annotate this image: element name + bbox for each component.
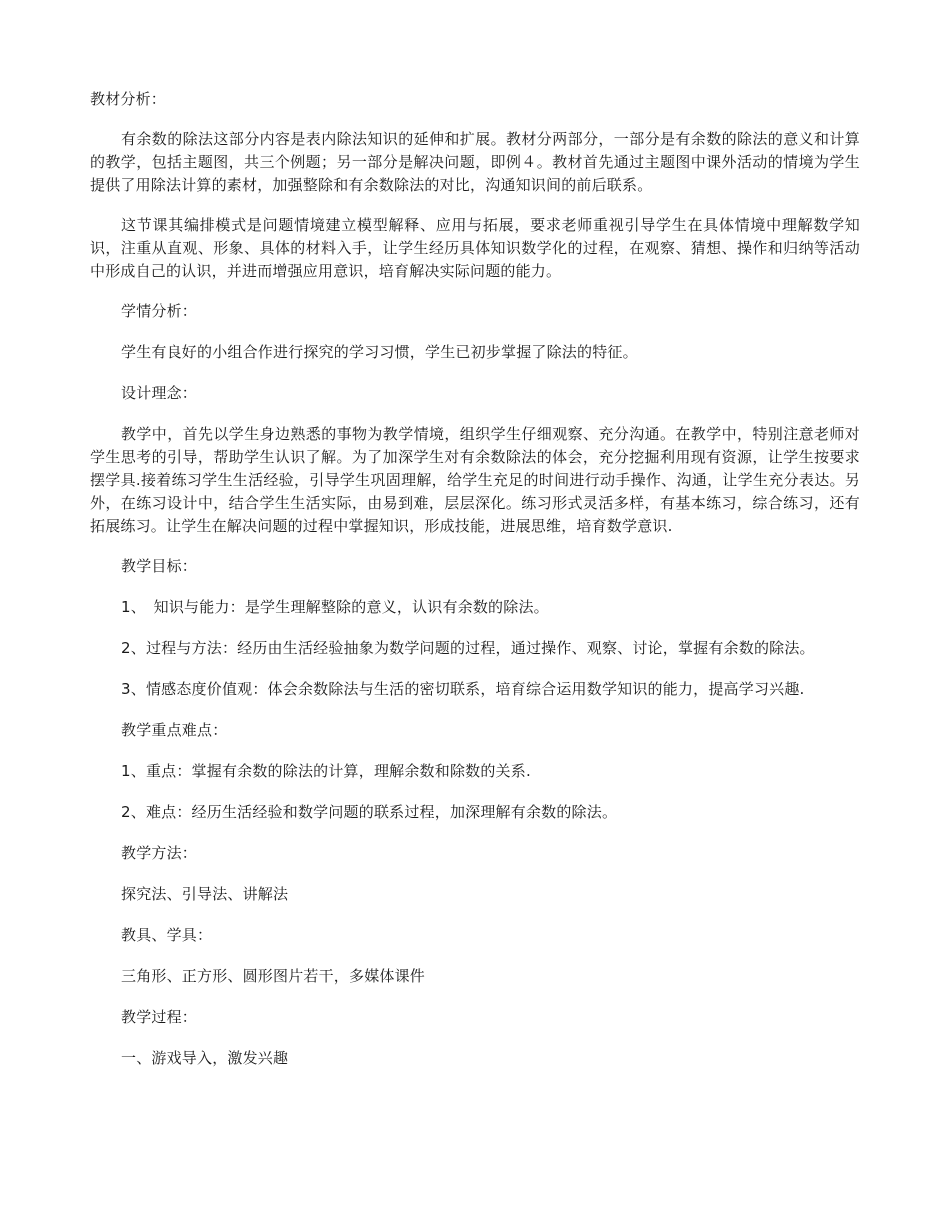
- teaching-aids-list: 三角形、正方形、圆形图片若干，多媒体课件: [121, 967, 426, 985]
- key-point-item-2: 2、难点：经历生活经验和数学问题的联系过程，加深理解有余数的除法。: [121, 803, 618, 821]
- process-step-1: 一、游戏导入，激发兴趣: [121, 1049, 289, 1067]
- goal-item-3: 3、情感态度价值观：体会余数除法与生活的密切联系，培育综合运用数学知识的能力，提高学习兴趣.: [121, 680, 805, 698]
- section-heading-teaching-goals: 教学目标：: [121, 557, 198, 575]
- goal-item-1: 1、 知识与能力：是学生理解整除的意义，认识有余数的除法。: [121, 598, 549, 616]
- paragraph-student-analysis: 学生有良好的小组合作进行探究的学习习惯，学生已初步掌握了除法的特征。: [121, 343, 638, 361]
- section-heading-student-analysis: 学情分析：: [121, 302, 198, 320]
- teaching-methods-list: 探究法、引导法、讲解法: [121, 885, 289, 903]
- document-body: [90, 88, 860, 1088]
- section-heading-design-concept: 设计理念：: [121, 384, 198, 402]
- section-heading-textbook-analysis: 教材分析：: [90, 90, 167, 108]
- goal-item-2: 2、过程与方法：经历由生活经验抽象为数学问题的过程，通过操作、观察、讨论，掌握有余数的除法。: [121, 639, 815, 657]
- section-heading-teaching-aids: 教具、学具：: [121, 926, 213, 944]
- key-point-item-1: 1、重点：掌握有余数的除法的计算，理解余数和除数的关系.: [121, 762, 531, 780]
- paragraph-textbook-overview: 有余数的除法这部分内容是表内除法知识的延伸和扩展。教材分两部分，一部分是有余数的除法的意义和计算的教学，包括主题图，共三个例题；另一部分是解决问题，即例４。教材首先通过主题图中课外活动的情境为学生提供了用除法计算的素材，加强整除和有余数除法的对比，沟通知识间的前后联系。: [90, 130, 860, 194]
- section-heading-teaching-process: 教学过程：: [121, 1008, 198, 1026]
- paragraph-lesson-model: 这节课其编排模式是问题情境建立模型解释、应用与拓展，要求老师重视引导学生在具体情境中理解数学知识，注重从直观、形象、具体的材料入手，让学生经历具体知识数学化的过程，在观察、猜想、操作和归纳等活动中形成自己的认识，并进而增强应用意识，培育解决实际问题的能力。: [90, 216, 860, 280]
- paragraph-design-concept: 教学中，首先以学生身边熟悉的事物为教学情境，组织学生仔细观察、充分沟通。在教学中，特别注意老师对学生思考的引导，帮助学生认识了解。为了加深学生对有余数除法的体会，充分挖掘利用现有资源，让学生按要求摆学具.接着练习学生生活经验，引导学生巩固理解，给学生充足的时间进行动手操作、沟通，让学生充分表达。另外，在练习设计中，结合学生生活实际，由易到难，层层深化。练习形式灵活多样，有基本练习，综合练习，还有拓展练习。让学生在解决问题的过程中掌握知识，形成技能，进展思维，培育数学意识.: [90, 425, 860, 535]
- section-heading-teaching-methods: 教学方法：: [121, 844, 198, 862]
- section-heading-key-points: 教学重点难点：: [121, 721, 228, 739]
